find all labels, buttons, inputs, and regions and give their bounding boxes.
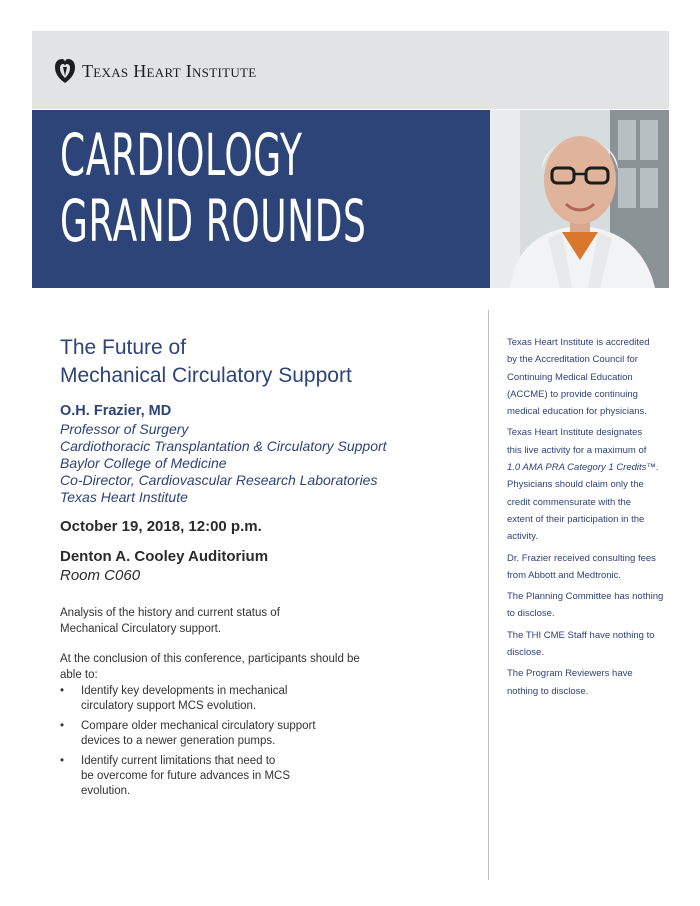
list-item: [60, 719, 370, 749]
sidebar-line: Texas Heart Institute designates: [507, 427, 643, 439]
list-item: [60, 684, 370, 714]
objective-line: be overcome for future advances in MCS: [81, 770, 291, 782]
sidebar-line: this live activity for a maximum of: [507, 444, 647, 456]
speaker-role: Co-Director, Cardiovascular Research Laboratories: [60, 472, 378, 488]
speaker-role: Cardiothoracic Transplantation & Circulatory Support: [60, 438, 387, 454]
committee-disclosure: [507, 588, 667, 623]
banner-title-line-1: CARDIOLOGY: [60, 121, 303, 189]
objective-line: Identify current limitations that need to: [81, 755, 276, 767]
objectives-list: [60, 684, 370, 804]
talk-summary: [60, 605, 380, 637]
sidebar-line: Physicians should claim only the: [507, 479, 644, 491]
credit-type: 1.0 AMA PRA Category 1 Credits: [507, 462, 647, 474]
objective-line: Compare older mechanical circulatory support: [81, 720, 316, 732]
institute-name: Texas Heart Institute: [82, 60, 257, 81]
banner-title-line-2: GRAND ROUNDS: [60, 187, 367, 255]
sidebar-line: to disclose.: [507, 608, 555, 620]
objective-line: Identify key developments in mechanical: [81, 685, 288, 697]
sidebar-line: [507, 459, 667, 476]
speaker-role: Professor of Surgery: [60, 421, 189, 437]
heart-logo-icon: [54, 58, 76, 84]
talk-title-line-2: Mechanical Circulatory Support: [60, 364, 352, 387]
speaker-roles: [60, 421, 480, 506]
reviewers-disclosure: [507, 665, 667, 700]
objectives-intro-line: At the conclusion of this conference, participants should be: [60, 653, 360, 665]
speaker-disclosure: [507, 550, 667, 585]
cme-sidebar: [507, 334, 667, 704]
institute-logo: [54, 57, 257, 85]
objectives-intro-line: able to:: [60, 669, 98, 681]
speaker-photo: [490, 110, 669, 288]
sidebar-line: The THI CME Staff have nothing to: [507, 629, 655, 641]
sidebar-line: activity.: [507, 531, 538, 543]
objective-line: devices to a newer generation pumps.: [81, 735, 276, 747]
talk-title-line-1: The Future of: [60, 336, 187, 359]
summary-line: Analysis of the history and current status of: [60, 607, 280, 619]
objectives-intro: [60, 651, 400, 683]
summary-line: Mechanical Circulatory support.: [60, 623, 222, 635]
speaker-role: Texas Heart Institute: [60, 489, 188, 505]
speaker-name: O.H. Frazier, MD: [60, 403, 172, 419]
bullet-icon: •: [60, 720, 65, 732]
sidebar-line: by the Accreditation Council for: [507, 354, 638, 366]
column-divider: [488, 310, 489, 880]
sidebar-line: disclose.: [507, 647, 544, 659]
sidebar-line: from Abbott and Medtronic.: [507, 569, 622, 581]
sidebar-line: The Program Reviewers have: [507, 668, 633, 680]
speaker-role: Baylor College of Medicine: [60, 455, 227, 471]
sidebar-line: nothing to disclose.: [507, 685, 589, 697]
objective-line: circulatory support MCS evolution.: [81, 700, 257, 712]
bullet-icon: •: [60, 685, 65, 697]
talk-title: [60, 334, 470, 390]
sidebar-line: medical education for physicians.: [507, 406, 647, 418]
accreditation-statement: [507, 334, 667, 420]
credit-designation: [507, 424, 667, 545]
staff-disclosure: [507, 627, 667, 662]
sidebar-line: Dr. Frazier received consulting fees: [507, 552, 656, 564]
sidebar-line: extent of their participation in the: [507, 513, 645, 525]
list-item: [60, 754, 370, 799]
objective-line: evolution.: [81, 785, 131, 797]
sidebar-line: Continuing Medical Education: [507, 371, 633, 383]
speaker-portrait-image: [490, 110, 669, 288]
sidebar-line: The Planning Committee has nothing: [507, 591, 664, 603]
sidebar-line: credit commensurate with the: [507, 496, 632, 508]
sidebar-line: Texas Heart Institute is accredited: [507, 337, 650, 348]
trademark-mark: ™.: [646, 462, 659, 474]
event-room: Room C060: [60, 567, 141, 584]
event-venue: Denton A. Cooley Auditorium: [60, 548, 269, 565]
sidebar-line: (ACCME) to provide continuing: [507, 388, 638, 400]
bullet-icon: •: [60, 755, 65, 767]
event-date-time: October 19, 2018, 12:00 p.m.: [60, 518, 262, 535]
